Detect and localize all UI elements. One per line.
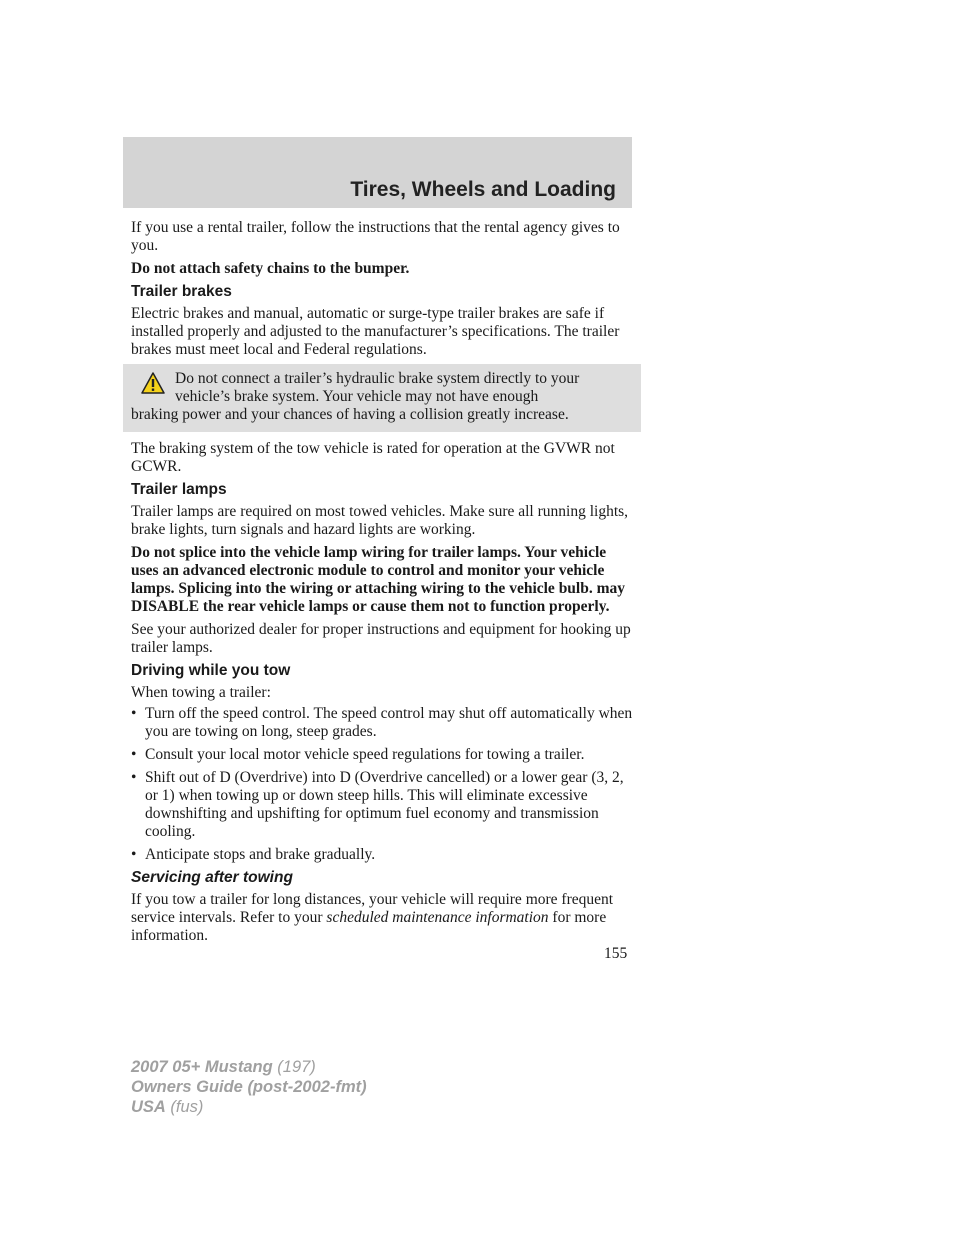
trailer-lamps-heading: Trailer lamps	[131, 481, 227, 498]
list-item: • Consult your local motor vehicle speed regulations for towing a trailer.	[131, 746, 585, 763]
when-towing-intro: When towing a trailer:	[131, 684, 271, 701]
trailer-brakes-paragraph: Electric brakes and manual, automatic or surge-type trailer brakes are safe if installed properly and adjusted to the manufacturer’s specifications. The trailer brakes must meet local and Federal regulations.	[131, 305, 620, 358]
dealer-instructions-paragraph: See your authorized dealer for proper instructions and equipment for hooking up trailer lamps.	[131, 621, 631, 656]
rental-trailer-paragraph: If you use a rental trailer, follow the instructions that the rental agency gives to you.	[131, 219, 620, 254]
warning-line-1: Do not connect a trailer’s hydraulic brake system directly to your	[175, 370, 580, 387]
list-item: • Turn off the speed control. The speed control may shut off automatically when you are towing on long, steep grades.	[131, 705, 633, 740]
warning-triangle-icon	[141, 372, 165, 394]
list-item: • Shift out of D (Overdrive) into D (Overdrive cancelled) or a lower gear (3, 2, or 1) when towing up or down steep hills. This will eliminate excessive downshifting and upshifting for optimum fuel economy and transmission cooling.	[131, 769, 624, 840]
section-title: Tires, Wheels and Loading	[350, 178, 616, 201]
hydraulic-brake-warning-box	[123, 364, 641, 432]
page-content	[131, 219, 633, 950]
warning-line-2: vehicle’s brake system. Your vehicle may not have enough	[175, 388, 539, 405]
section-header-band	[123, 137, 632, 208]
towing-tips-list	[131, 705, 633, 864]
lamp-wiring-warning-text: Do not splice into the vehicle lamp wiring for trailer lamps. Your vehicle uses an advanced electronic module to control and monitor your vehicle lamps. Splicing into the wiring or attaching wiring to the vehicle bulb. may DISABLE the rear vehicle lamps or cause them not to function properly.	[131, 544, 626, 615]
bullet-marker: •	[131, 769, 137, 786]
page-number: 155	[604, 945, 628, 962]
driving-while-towing-heading: Driving while you tow	[131, 662, 291, 679]
bullet-marker: •	[131, 705, 137, 722]
trailer-brakes-heading: Trailer brakes	[131, 283, 232, 300]
bullet-marker: •	[131, 846, 137, 863]
warning-line-3: braking power and your chances of having a collision greatly increase.	[131, 406, 569, 423]
maintenance-reference: scheduled maintenance information	[326, 909, 549, 926]
document-footer: 2007 05+ Mustang (197) Owners Guide (post-2002-fmt) USA (fus)	[131, 1058, 367, 1116]
list-item: • Anticipate stops and brake gradually.	[131, 846, 376, 863]
braking-system-paragraph: The braking system of the tow vehicle is rated for operation at the GVWR not GCWR.	[131, 440, 615, 475]
servicing-after-towing-heading: Servicing after towing	[131, 869, 293, 886]
servicing-paragraph: If you tow a trailer for long distances, your vehicle will require more frequent service intervals. Refer to your scheduled maintenance information for more information.	[131, 891, 614, 944]
trailer-lamps-paragraph: Trailer lamps are required on most towed vehicles. Make sure all running lights, brake lights, turn signals and hazard lights are working.	[131, 503, 629, 538]
bullet-marker: •	[131, 746, 137, 763]
safety-chains-warning-text: Do not attach safety chains to the bumper.	[131, 260, 410, 277]
